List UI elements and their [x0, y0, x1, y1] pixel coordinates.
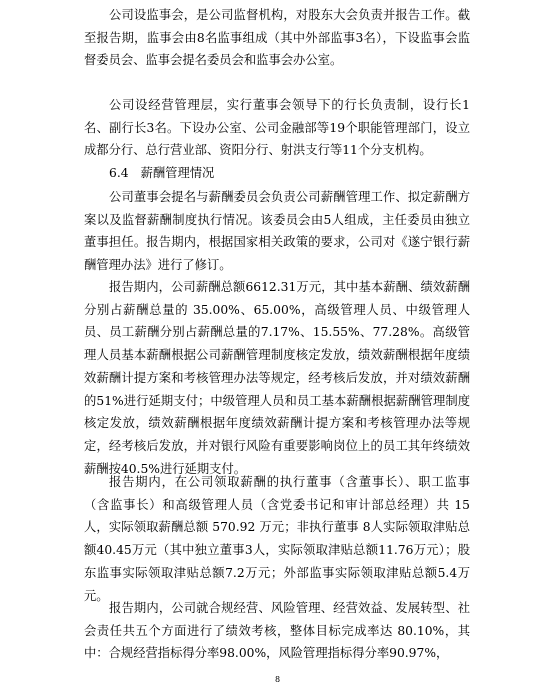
page-number: 8 [274, 675, 281, 684]
paragraph-executive-compensation: 报告期内，在公司领取薪酬的执行董事（含董事长）、职工监事（含监事长）和高级管理人员（含党委书记和审计部总经理）共 15人，实际领取薪酬总额 570.92 万元；非执行董事 8人实际领取津贴总额40.45万元（其中独立董事3人，实际领取津贴总额11.76万元）；股东监事实际领取津贴总额7.2万元；外部监事实际领取津贴总额5.4万元。 [84, 475, 470, 603]
paragraph-supervisory-board: 公司设监事会，是公司监督机构，对股东大会负责并报告工作。截至报告期，监事会由8名监事组成（其中外部监事3名），下设监事会监督委员会、监事会提名委员会和监事会办公室。 [84, 8, 470, 68]
paragraph-compensation-committee: 公司董事会提名与薪酬委员会负责公司薪酬管理工作、拟定薪酬方案以及监督薪酬制度执行情况。该委员会由5人组成，主任委员由独立董事担任。报告期内，根据国家相关政策的要求，公司对《遂宁银行薪酬管理办法》进行了修订。 [84, 190, 470, 273]
paragraph-management: 公司设经营管理层，实行董事会领导下的行长负责制，设行长1名、副行长3名。下设办公室、公司金融部等19个职能管理部门，设立成都分行、总行营业部、资阳分行、射洪支行等11个分支机构。 [84, 98, 470, 158]
section-number: 6.4 [109, 166, 129, 180]
paragraph-performance-assessment: 报告期内，公司就合规经营、风险管理、经营效益、发展转型、社会责任共五个方面进行了绩效考核，整体目标完成率达 80.10%，其中：合规经营指标得分率98.00%，风险管理指标得分率90.97%， [84, 601, 470, 661]
section-title: 薪酬管理情况 [140, 166, 215, 180]
paragraph-total-compensation: 报告期内，公司薪酬总额6612.31万元，其中基本薪酬、绩效薪酬分别占薪酬总量的 35.00%、65.00%，高级管理人员、中级管理人员、员工薪酬分别占薪酬总量的7.17%、15.55%、77.28%。高级管理人员基本薪酬根据公司薪酬管理制度核定发放，绩效薪酬根据年度绩效薪酬计提方案和考核管理办法等规定，经考核后发放，并对绩效薪酬的51%进行延期支付；中级管理人员和员工基本薪酬根据薪酬管理制度核定发放，绩效薪酬根据年度绩效薪酬计提方案和考核管理办法等规定，经考核后发放，并对银行风险有重要影响岗位上的员工其年终绩效薪酬按40.5%进行延期支付。 [84, 280, 470, 476]
section-heading [109, 162, 214, 184]
